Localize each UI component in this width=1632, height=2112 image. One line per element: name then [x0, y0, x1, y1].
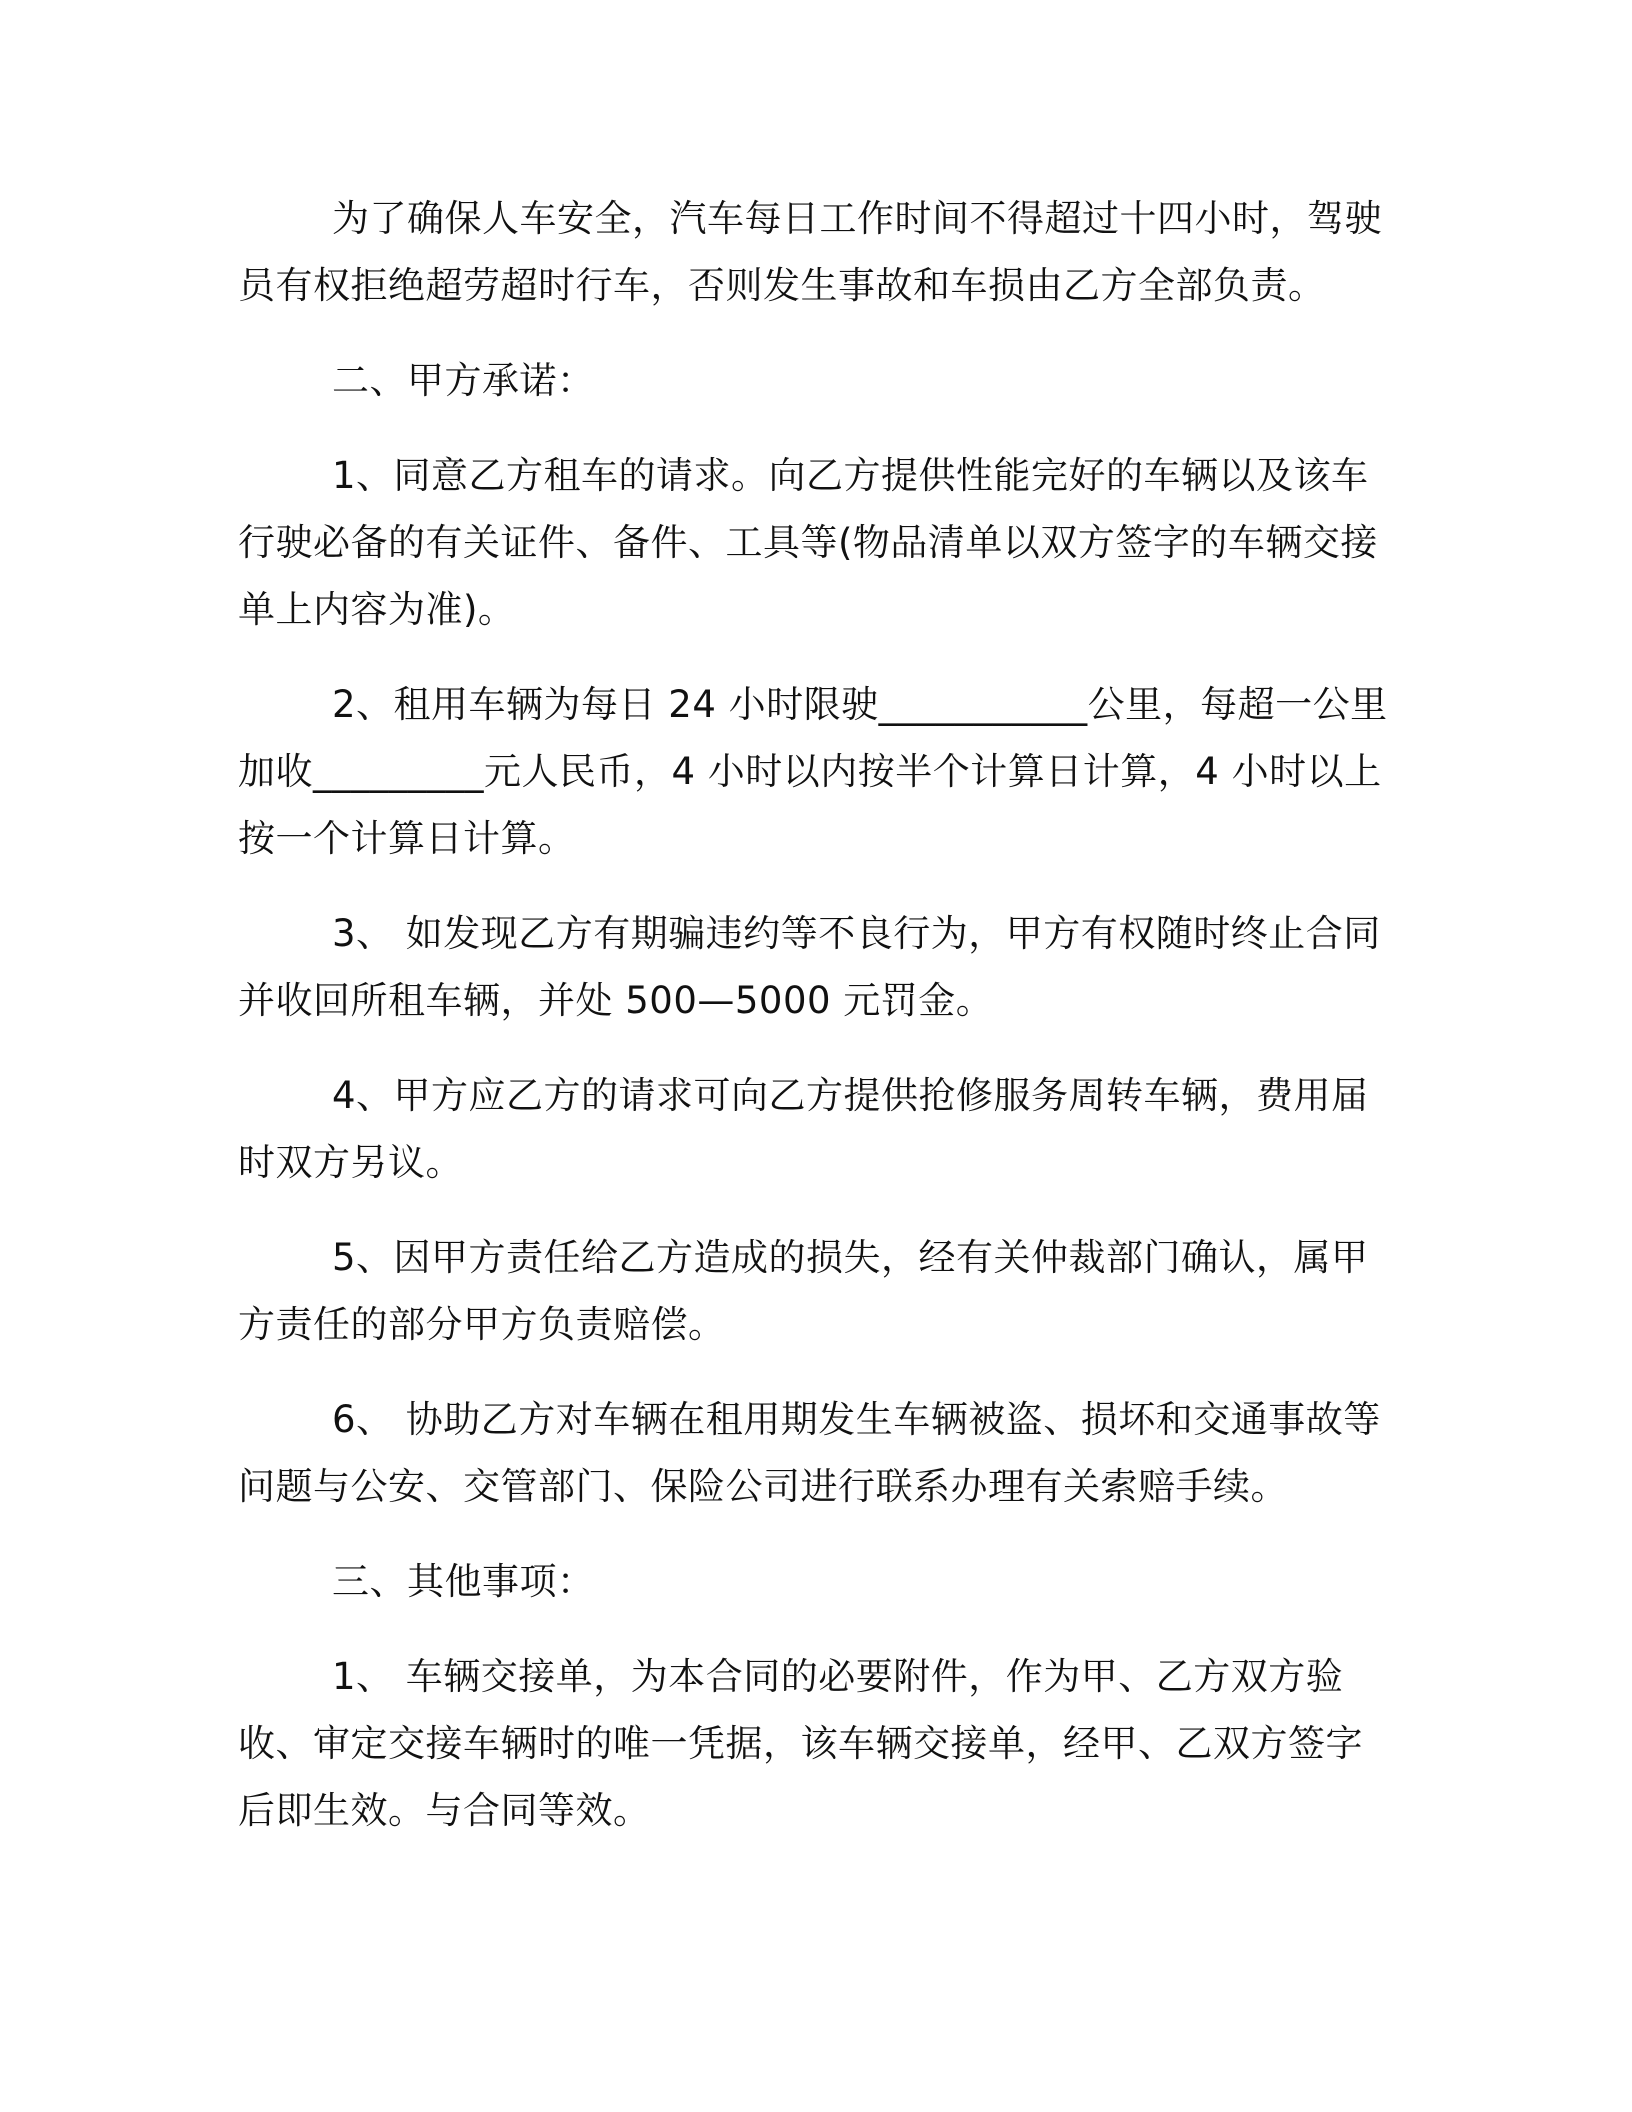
paragraph-commitment-3: 3、 如发现乙方有期骗违约等不良行为，甲方有权随时终止合同并收回所租车辆，并处 500—5000 元罚金。 [238, 912, 1381, 1022]
document-body [238, 185, 1398, 1872]
paragraph-commitment-1: 1、同意乙方租车的请求。向乙方提供性能完好的车辆以及该车行驶必备的有关证件、备件、工具等(物品清单以双方签字的车辆交接单上内容为准)。 [238, 454, 1378, 631]
paragraph-work-hours: 为了确保人车安全，汽车每日工作时间不得超过十四小时，驾驶员有权拒绝超劳超时行车，否则发生事故和车损由乙方全部负责。 [238, 197, 1382, 307]
paragraph-commitment-5: 5、因甲方责任给乙方造成的损失，经有关仲裁部门确认，属甲方责任的部分甲方负责赔偿。 [238, 1236, 1369, 1346]
section-heading-party-a-commitments: 二、甲方承诺： [332, 359, 595, 402]
paragraph-commitment-6: 6、 协助乙方对车辆在租用期发生车辆被盗、损坏和交通事故等问题与公安、交管部门、保险公司进行联系办理有关索赔手续。 [238, 1398, 1381, 1508]
section-heading-other-matters: 三、其他事项： [332, 1560, 595, 1603]
paragraph-commitment-2: 2、租用车辆为每日 24 小时限驶___________公里，每超一公里加收_________元人民币，4 小时以内按半个计算日计算，4 小时以上按一个计算日计算。 [238, 683, 1388, 860]
paragraph-commitment-4: 4、甲方应乙方的请求可向乙方提供抢修服务周转车辆，费用届时双方另议。 [238, 1074, 1369, 1184]
paragraph-other-1: 1、 车辆交接单，为本合同的必要附件，作为甲、乙方双方验收、审定交接车辆时的唯一凭据，该车辆交接单，经甲、乙双方签字后即生效。与合同等效。 [238, 1655, 1363, 1832]
